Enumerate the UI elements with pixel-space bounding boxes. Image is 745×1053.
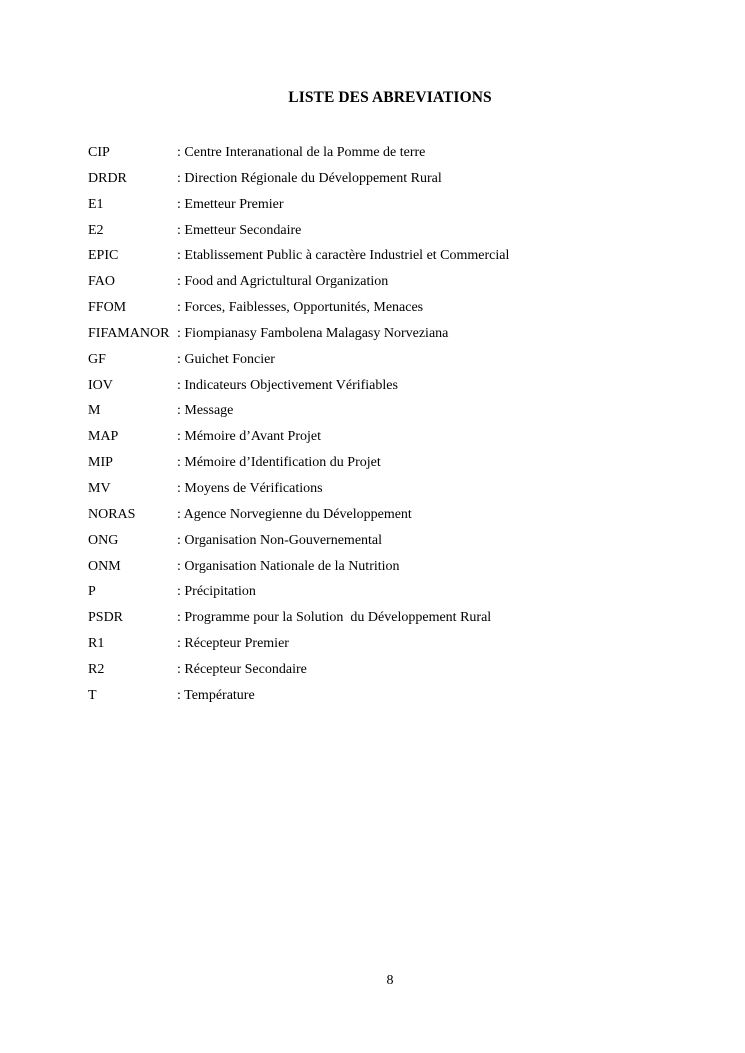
list-item — [88, 659, 708, 685]
abbreviation-code: T — [88, 687, 97, 703]
abbreviation-description: : Forces, Faiblesses, Opportunités, Menaces — [177, 300, 424, 316]
abbreviation-list — [88, 142, 708, 711]
abbreviation-description: : Organisation Non-Gouvernemental — [177, 532, 383, 548]
abbreviation-description: : Programme pour la Solution du Développement Rural — [177, 610, 492, 626]
list-item — [88, 607, 708, 633]
list-item — [88, 168, 708, 194]
abbreviation-code: GF — [88, 351, 106, 367]
abbreviation-code: E2 — [88, 222, 104, 238]
list-item — [88, 685, 708, 711]
abbreviation-code: EPIC — [88, 248, 119, 264]
list-item — [88, 426, 708, 452]
abbreviation-code: E1 — [88, 196, 104, 212]
abbreviation-description: : Récepteur Secondaire — [177, 661, 307, 677]
abbreviation-description: : Précipitation — [177, 584, 256, 600]
abbreviation-description: : Emetteur Premier — [177, 196, 284, 212]
abbreviation-code: P — [88, 584, 96, 600]
abbreviation-description: : Agence Norvegienne du Développement — [177, 506, 412, 522]
abbreviation-code: ONG — [88, 532, 119, 548]
list-item — [88, 245, 708, 271]
abbreviation-code: FFOM — [88, 300, 127, 316]
abbreviation-code: IOV — [88, 377, 113, 393]
abbreviation-description: : Mémoire d’Avant Projet — [177, 429, 321, 445]
abbreviation-code: NORAS — [88, 506, 136, 522]
abbreviation-description: : Etablissement Public à caractère Industriel et Commercial — [177, 248, 510, 264]
abbreviation-description: : Message — [177, 403, 234, 419]
list-item — [88, 375, 708, 401]
list-item — [88, 220, 708, 246]
abbreviation-description: : Food and Agrictultural Organization — [177, 274, 389, 290]
list-item — [88, 633, 708, 659]
abbreviation-description: : Indicateurs Objectivement Vérifiables — [177, 377, 398, 393]
abbreviation-description: : Récepteur Premier — [177, 636, 289, 652]
list-item — [88, 452, 708, 478]
abbreviation-description: : Moyens de Vérifications — [177, 480, 323, 496]
list-item — [88, 400, 708, 426]
abbreviation-code: M — [88, 403, 101, 419]
list-item — [88, 581, 708, 607]
abbreviation-description: : Guichet Foncier — [177, 351, 275, 367]
list-item — [88, 349, 708, 375]
abbreviation-code: FIFAMANOR — [88, 325, 170, 341]
list-item — [88, 556, 708, 582]
abbreviation-code: MV — [88, 480, 111, 496]
abbreviation-description: : Fiompianasy Fambolena Malagasy Norveziana — [177, 325, 449, 341]
abbreviation-description: : Organisation Nationale de la Nutrition — [177, 558, 400, 574]
page-number: 8 — [386, 973, 394, 988]
page-title: LISTE DES ABREVIATIONS — [288, 89, 492, 106]
list-item — [88, 142, 708, 168]
abbreviation-code: R1 — [88, 636, 105, 652]
abbreviation-code: FAO — [88, 274, 115, 290]
abbreviation-code: MAP — [88, 429, 119, 445]
abbreviation-description: : Centre Interanational de la Pomme de terre — [177, 145, 426, 160]
abbreviation-code: CIP — [88, 145, 110, 160]
abbreviation-code: PSDR — [88, 610, 124, 626]
abbreviation-code: DRDR — [88, 170, 127, 186]
list-item — [88, 297, 708, 323]
list-item — [88, 504, 708, 530]
list-item — [88, 271, 708, 297]
list-item — [88, 194, 708, 220]
abbreviation-description: : Direction Régionale du Développement Rural — [177, 170, 442, 186]
abbreviation-code: MIP — [88, 455, 113, 471]
list-item — [88, 323, 708, 349]
abbreviation-description: : Température — [177, 687, 255, 703]
abbreviation-code: R2 — [88, 661, 105, 677]
list-item — [88, 530, 708, 556]
abbreviation-description: : Mémoire d’Identification du Projet — [177, 455, 381, 471]
abbreviation-code: ONM — [88, 558, 121, 574]
list-item — [88, 478, 708, 504]
abbreviation-description: : Emetteur Secondaire — [177, 222, 302, 238]
